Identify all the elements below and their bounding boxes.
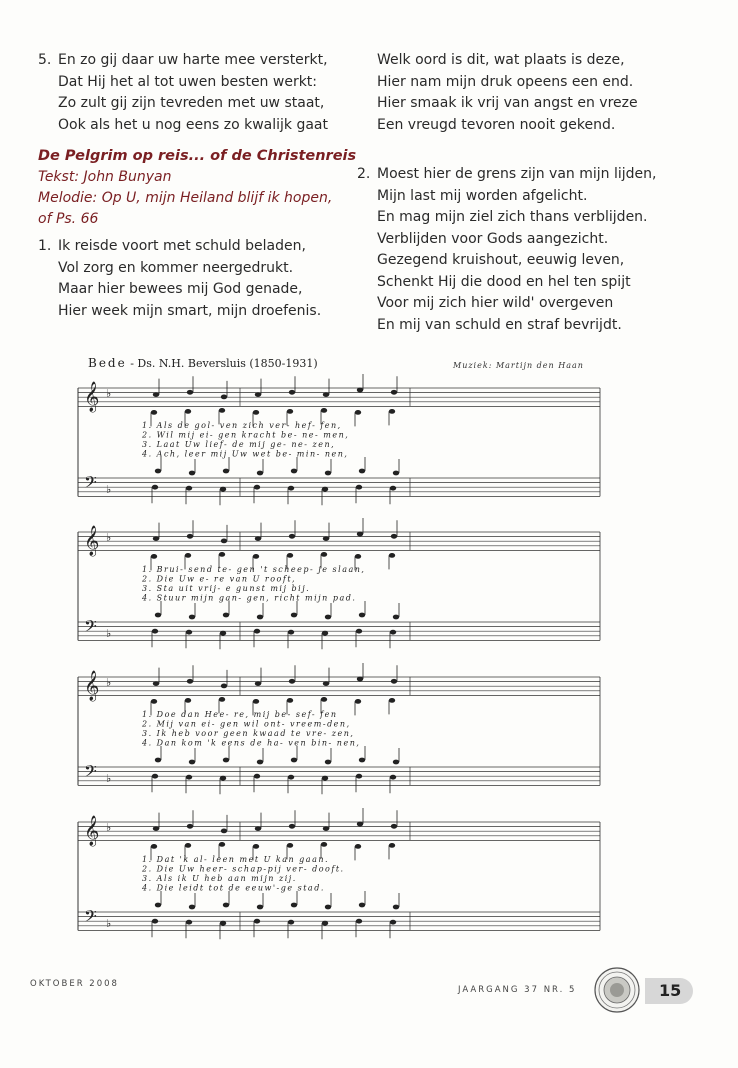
page-number: 15 bbox=[645, 978, 693, 1004]
lyric-line: 2. Die Uw heer- schap-pij ver- dooft. bbox=[142, 864, 345, 874]
note-head bbox=[220, 487, 226, 492]
note-head bbox=[187, 534, 193, 539]
bass-clef-icon: 𝄢 bbox=[84, 472, 97, 496]
note-head bbox=[153, 681, 159, 686]
note-head bbox=[287, 843, 293, 848]
note-head bbox=[391, 679, 397, 684]
verse-line: Hier nam mijn druk opeens een end. bbox=[377, 73, 634, 90]
note-head bbox=[322, 631, 328, 636]
note-head bbox=[393, 615, 399, 620]
note-head bbox=[186, 775, 192, 780]
note-head bbox=[323, 826, 329, 831]
note-head bbox=[255, 392, 261, 397]
verse-line: Een vreugd tevoren nooit gekend. bbox=[377, 116, 616, 133]
note-head bbox=[390, 775, 396, 780]
verse-line: Ik reisde voort met schuld beladen, bbox=[58, 238, 306, 254]
note-head bbox=[325, 760, 331, 765]
note-head bbox=[288, 920, 294, 925]
footer-date: OKTOBER 2008 bbox=[30, 979, 119, 989]
emblem-seal-icon bbox=[593, 966, 641, 1014]
note-head bbox=[186, 486, 192, 491]
lyric-line: 2. Die Uw e- re van U rooft, bbox=[142, 574, 297, 584]
note-head bbox=[356, 629, 362, 634]
hymn-title: Bede bbox=[88, 356, 127, 370]
note-head bbox=[393, 760, 399, 765]
bass-clef-icon: 𝄢 bbox=[84, 761, 97, 785]
verse-line: En mij van schuld en straf bevrijdt. bbox=[377, 316, 622, 333]
note-head bbox=[289, 390, 295, 395]
note-head bbox=[223, 469, 229, 474]
verse-line: Moest hier de grens zijn van mijn lijden, bbox=[377, 166, 657, 182]
note-head bbox=[223, 758, 229, 763]
note-head bbox=[389, 553, 395, 558]
note-head bbox=[221, 539, 227, 544]
lyric-line: 4. Stuur mijn gan- gen, richt mijn pad. bbox=[142, 593, 357, 603]
note-head bbox=[152, 774, 158, 779]
note-head bbox=[253, 410, 259, 415]
verse-5-number: 5. bbox=[38, 52, 52, 68]
note-head bbox=[391, 390, 397, 395]
note-head bbox=[325, 471, 331, 476]
verse-line: Schenkt Hij die dood en hel ten spijt bbox=[377, 273, 631, 290]
note-head bbox=[355, 699, 361, 704]
note-head bbox=[253, 844, 259, 849]
note-head bbox=[359, 758, 365, 763]
note-head bbox=[356, 919, 362, 924]
note-head bbox=[390, 630, 396, 635]
note-head bbox=[221, 395, 227, 400]
verse-line: Vol zorg en kommer neergedrukt. bbox=[58, 259, 294, 276]
melody-credit-cont: of Ps. 66 bbox=[38, 211, 99, 227]
note-head bbox=[151, 410, 157, 415]
treble-clef-icon: 𝄞 bbox=[84, 816, 100, 846]
note-head bbox=[323, 681, 329, 686]
lyric-line: 2. Wil mij ei- gen kracht be- ne- men, bbox=[142, 430, 350, 440]
note-head bbox=[321, 552, 327, 557]
note-head bbox=[391, 824, 397, 829]
note-head bbox=[323, 392, 329, 397]
note-head bbox=[255, 681, 261, 686]
note-head bbox=[220, 631, 226, 636]
verse-line: Welk oord is dit, wat plaats is deze, bbox=[377, 52, 625, 68]
note-head bbox=[289, 534, 295, 539]
note-head bbox=[219, 697, 225, 702]
note-head bbox=[321, 842, 327, 847]
lyric-line: 1. Doe dan Hee- re, mij be- sef- fen bbox=[142, 710, 338, 719]
treble-clef-icon: 𝄞 bbox=[84, 382, 100, 412]
note-head bbox=[257, 760, 263, 765]
note-head bbox=[223, 903, 229, 908]
note-head bbox=[291, 903, 297, 908]
note-head bbox=[321, 408, 327, 413]
lyric-line: 3. Sta uit vrij- e gunst mij bij. bbox=[142, 584, 311, 593]
note-head bbox=[359, 469, 365, 474]
note-head bbox=[187, 824, 193, 829]
note-head bbox=[152, 919, 158, 924]
note-head bbox=[151, 844, 157, 849]
lyric-line: 3. Laat Uw lief- de mij ge- ne- zen, bbox=[142, 440, 336, 449]
note-head bbox=[155, 469, 161, 474]
note-head bbox=[325, 615, 331, 620]
note-head bbox=[223, 613, 229, 618]
note-head bbox=[391, 534, 397, 539]
note-head bbox=[359, 903, 365, 908]
lyric-line: 3. Ik heb voor geen kwaad te vre- zen, bbox=[142, 729, 355, 738]
note-head bbox=[355, 410, 361, 415]
verse-5-line: Ook als het u nog eens zo kwalijk gaat bbox=[58, 116, 328, 133]
verse-line: Gezegend kruishout, eeuwig leven, bbox=[377, 252, 625, 268]
note-head bbox=[185, 553, 191, 558]
melody-credit: Melodie: Op U, mijn Heiland blijf ik hopen, bbox=[38, 190, 333, 206]
lyric-line: 1. Brui- send te- gen 't scheep- je slaan, bbox=[142, 565, 366, 574]
flat-icon: ♭ bbox=[106, 772, 112, 785]
section-title: De Pelgrim op reis... of de Christenreis bbox=[38, 148, 357, 164]
note-head bbox=[390, 486, 396, 491]
note-head bbox=[357, 677, 363, 682]
note-head bbox=[219, 408, 225, 413]
note-head bbox=[253, 554, 259, 559]
verse-line: Verblijden voor Gods aangezicht. bbox=[377, 230, 609, 247]
note-head bbox=[359, 613, 365, 618]
lyric-line: 1. Als de gol- ven zich ver- hef- fen, bbox=[142, 421, 342, 430]
treble-clef-icon: 𝄞 bbox=[84, 526, 100, 556]
lyric-line: 2. Mij van ei- gen wil ont- vreem-den, bbox=[142, 719, 351, 729]
note-head bbox=[189, 615, 195, 620]
verse-line: Hier smaak ik vrij van angst en vreze bbox=[377, 95, 638, 111]
text-credit: Tekst: John Bunyan bbox=[38, 169, 172, 185]
note-head bbox=[322, 487, 328, 492]
flat-icon: ♭ bbox=[106, 531, 112, 544]
note-head bbox=[322, 776, 328, 781]
flat-icon: ♭ bbox=[106, 676, 112, 689]
treble-clef-icon: 𝄞 bbox=[84, 671, 100, 701]
verse-line: Mijn last mij worden afgelicht. bbox=[377, 187, 588, 204]
note-head bbox=[253, 699, 259, 704]
lyric-line: 3. Als ik U heb aan mijn zij. bbox=[142, 874, 297, 883]
bass-clef-icon: 𝄢 bbox=[84, 906, 97, 930]
note-head bbox=[287, 553, 293, 558]
flat-icon: ♭ bbox=[106, 627, 112, 640]
note-head bbox=[220, 921, 226, 926]
note-head bbox=[185, 409, 191, 414]
verse-5-line: Dat Hij het al tot uwen besten werkt: bbox=[58, 73, 318, 90]
note-head bbox=[389, 698, 395, 703]
note-head bbox=[287, 409, 293, 414]
bass-clef-icon: 𝄢 bbox=[84, 616, 97, 640]
hymn-title-dash: - bbox=[130, 357, 134, 370]
flat-icon: ♭ bbox=[106, 821, 112, 834]
note-head bbox=[219, 552, 225, 557]
note-head bbox=[255, 536, 261, 541]
note-head bbox=[257, 905, 263, 910]
note-head bbox=[153, 536, 159, 541]
lyric-line: 4. Dan kom 'k eens de ha- ven bin- nen, bbox=[142, 738, 361, 748]
note-head bbox=[221, 829, 227, 834]
verse-5-line: Zo zult gij zijn tevreden met uw staat, bbox=[58, 95, 325, 111]
note-head bbox=[254, 629, 260, 634]
note-head bbox=[189, 760, 195, 765]
note-head bbox=[185, 698, 191, 703]
note-head bbox=[355, 844, 361, 849]
note-head bbox=[321, 697, 327, 702]
note-head bbox=[291, 758, 297, 763]
verse-line: Voor mij zich hier wild' overgeven bbox=[377, 295, 614, 311]
note-head bbox=[357, 822, 363, 827]
verse-line: Hier week mijn smart, mijn droefenis. bbox=[58, 302, 322, 319]
note-head bbox=[289, 679, 295, 684]
note-head bbox=[393, 905, 399, 910]
note-head bbox=[153, 826, 159, 831]
note-head bbox=[322, 921, 328, 926]
verse-5-line: En zo gij daar uw harte mee versterkt, bbox=[58, 52, 328, 68]
flat-icon: ♭ bbox=[106, 917, 112, 930]
note-head bbox=[152, 485, 158, 490]
note-head bbox=[257, 615, 263, 620]
note-head bbox=[221, 684, 227, 689]
note-head bbox=[185, 843, 191, 848]
note-head bbox=[153, 392, 159, 397]
note-head bbox=[151, 699, 157, 704]
note-head bbox=[219, 842, 225, 847]
flat-icon: ♭ bbox=[106, 387, 112, 400]
composer-credit: Muziek: Martijn den Haan bbox=[453, 361, 584, 370]
note-head bbox=[287, 698, 293, 703]
note-head bbox=[325, 905, 331, 910]
note-head bbox=[288, 486, 294, 491]
note-head bbox=[254, 485, 260, 490]
verse-line: Maar hier bewees mij God genade, bbox=[58, 281, 303, 297]
note-head bbox=[356, 485, 362, 490]
note-head bbox=[355, 554, 361, 559]
note-head bbox=[390, 920, 396, 925]
note-head bbox=[393, 471, 399, 476]
note-head bbox=[152, 629, 158, 634]
lyric-line: 4. Die leidt tot de eeuw'-ge stad. bbox=[142, 883, 325, 893]
note-head bbox=[155, 903, 161, 908]
note-head bbox=[389, 843, 395, 848]
note-head bbox=[291, 613, 297, 618]
lyric-line: 4. Ach, leer mij Uw wet be- min- nen, bbox=[142, 449, 349, 459]
note-head bbox=[220, 776, 226, 781]
note-head bbox=[357, 532, 363, 537]
note-head bbox=[151, 554, 157, 559]
note-head bbox=[389, 409, 395, 414]
note-head bbox=[187, 679, 193, 684]
pilgrim-verse-2-number: 2. bbox=[357, 166, 371, 182]
note-head bbox=[254, 774, 260, 779]
note-head bbox=[257, 471, 263, 476]
note-head bbox=[189, 905, 195, 910]
flat-icon: ♭ bbox=[106, 483, 112, 496]
note-head bbox=[187, 390, 193, 395]
note-head bbox=[254, 919, 260, 924]
note-head bbox=[323, 536, 329, 541]
note-head bbox=[189, 471, 195, 476]
note-head bbox=[357, 388, 363, 393]
note-head bbox=[288, 775, 294, 780]
note-head bbox=[186, 920, 192, 925]
note-head bbox=[356, 774, 362, 779]
note-head bbox=[155, 758, 161, 763]
verse-line: En mag mijn ziel zich thans verblijden. bbox=[377, 209, 648, 225]
note-head bbox=[155, 613, 161, 618]
hymn-author: Ds. N.H. Beversluis (1850-1931) bbox=[137, 357, 318, 370]
footer-volume: JAARGANG 37 NR. 5 bbox=[458, 985, 577, 995]
note-head bbox=[291, 469, 297, 474]
pilgrim-verse-1-number: 1. bbox=[38, 238, 52, 254]
note-head bbox=[288, 630, 294, 635]
note-head bbox=[186, 630, 192, 635]
note-head bbox=[289, 824, 295, 829]
lyric-line: 1. Dat 'k al- leen met U kan gaan. bbox=[142, 855, 330, 864]
note-head bbox=[255, 826, 261, 831]
